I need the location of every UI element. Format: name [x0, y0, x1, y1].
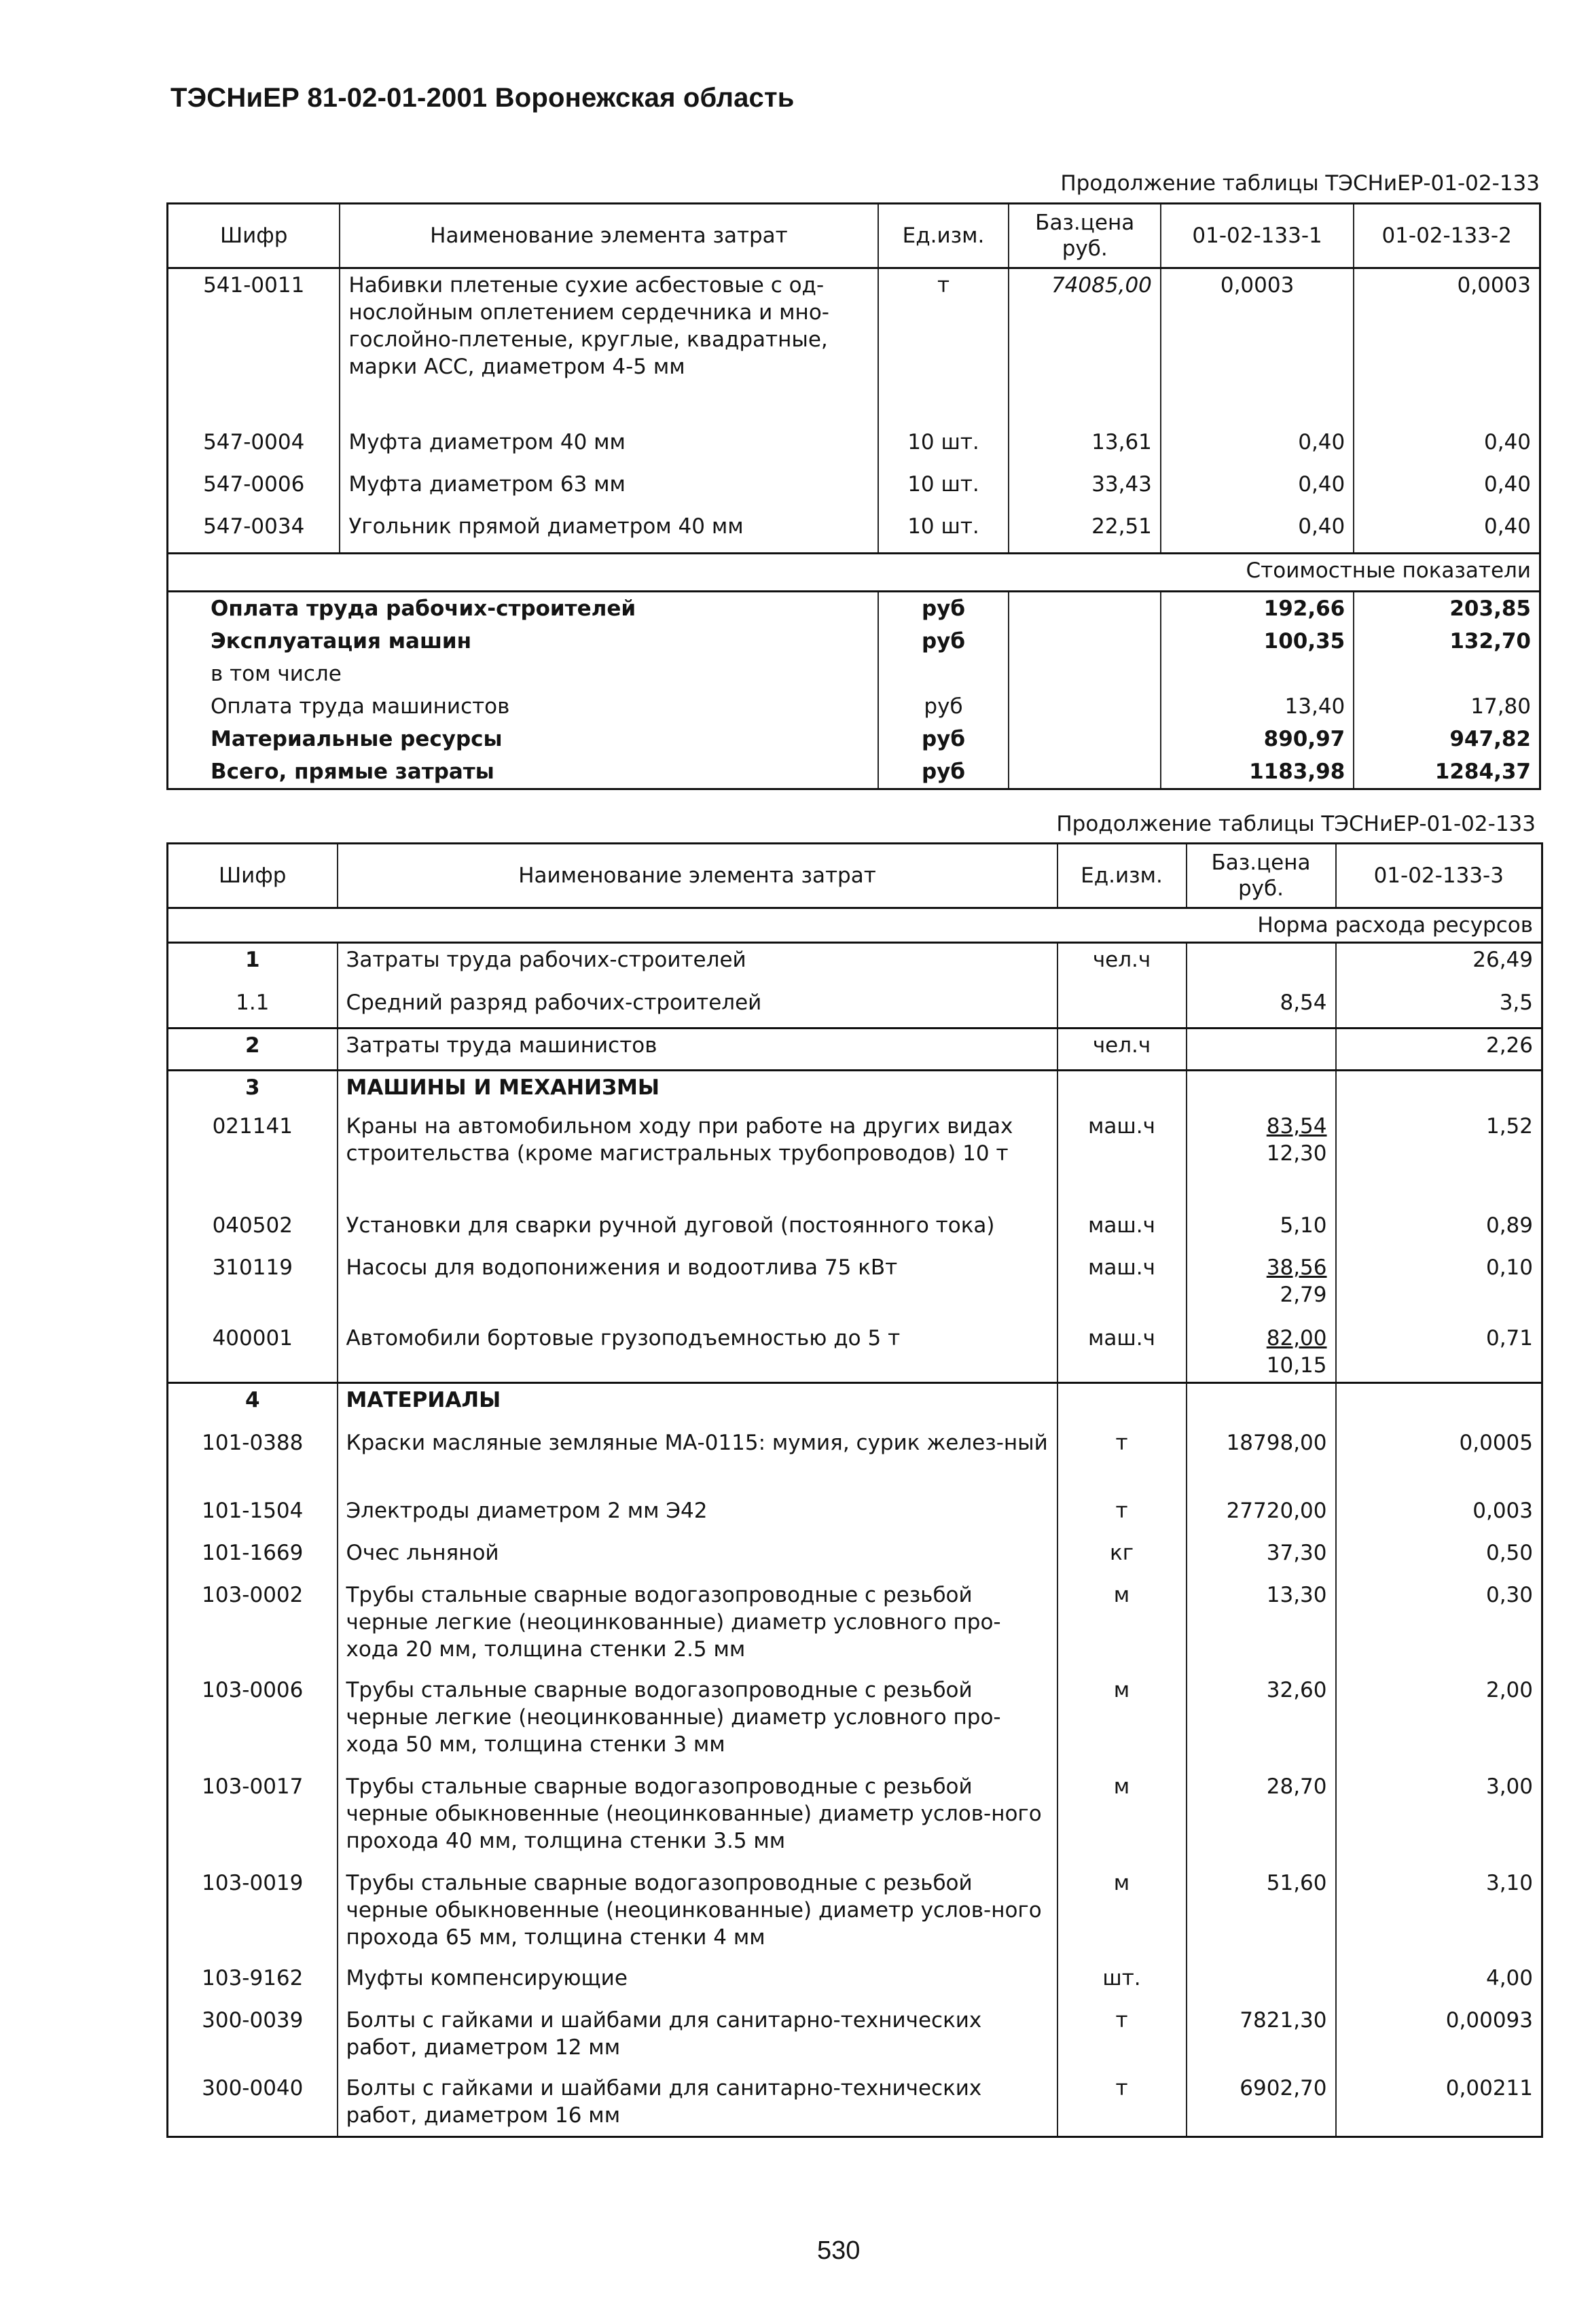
row-unit: шт.	[1057, 1962, 1187, 2004]
row-value-2: 0,40	[1354, 426, 1540, 468]
row-price	[1187, 1251, 1336, 1322]
row-price	[1187, 1867, 1336, 1962]
row-value-1: 0,40	[1161, 468, 1354, 510]
row-name: Муфта диаметром 40 мм	[340, 426, 878, 468]
row-value-1: 0,40	[1161, 510, 1354, 554]
row-price-main: 28,70	[1266, 1774, 1327, 1799]
row-price	[1187, 986, 1336, 1029]
table-row	[168, 2004, 1542, 2072]
row-code: 541-0011	[168, 268, 340, 426]
row-price-main: 51,60	[1266, 1870, 1327, 1895]
summary-value-1: 192,66	[1161, 592, 1354, 626]
summary-value-2: 132,70	[1354, 625, 1540, 658]
table1-header-code: Шифр	[168, 204, 340, 268]
row-code: 547-0034	[168, 510, 340, 554]
table-row	[168, 510, 1540, 554]
summary-name: Оплата труда машинистов	[168, 690, 878, 723]
row-price: 74085,00	[1009, 268, 1160, 426]
table-row	[168, 1674, 1542, 1770]
table-row	[168, 943, 1542, 986]
row-code: 101-0388	[168, 1427, 338, 1495]
summary-unit: руб	[878, 625, 1009, 658]
row-unit: 10 шт.	[878, 468, 1009, 510]
row-price	[1187, 1110, 1336, 1209]
table-row	[168, 1251, 1542, 1322]
table-row	[168, 1071, 1542, 1110]
table-row	[168, 1383, 1542, 1427]
row-value: 4,00	[1336, 1962, 1542, 2004]
table-row	[168, 1322, 1542, 1383]
table1-header-name: Наименование элемента затрат	[340, 204, 878, 268]
table-row	[168, 1209, 1542, 1251]
row-name: Болты с гайками и шайбами для санитарно-технических работ, диаметром 16 мм	[338, 2072, 1057, 2137]
row-unit: т	[1057, 1495, 1187, 1537]
summary-name: Эксплуатация машин	[168, 625, 878, 658]
table1-header-price: Баз.цена руб.	[1009, 204, 1160, 268]
table-row	[168, 1537, 1542, 1579]
row-name: Насосы для водопонижения и водоотлива 75 кВт	[338, 1251, 1057, 1322]
row-name: Трубы стальные сварные водогазопроводные с резьбой черные обыкновенные (неоцинкованные) диаметр услов-ного прохода 40 мм, толщина стенки 3.5 мм	[338, 1770, 1057, 1867]
row-value: 0,00211	[1336, 2072, 1542, 2137]
row-unit: маш.ч	[1057, 1110, 1187, 1209]
row-name: Очес льняной	[338, 1537, 1057, 1579]
row-price	[1187, 1579, 1336, 1674]
table-row	[168, 2072, 1542, 2137]
table1-header-row	[168, 204, 1540, 268]
row-price-main: 83,54	[1266, 1113, 1327, 1139]
row-unit: 10 шт.	[878, 510, 1009, 554]
row-unit: маш.ч	[1057, 1251, 1187, 1322]
row-code: 310119	[168, 1251, 338, 1322]
row-value: 0,0005	[1336, 1427, 1542, 1495]
row-name: Трубы стальные сварные водогазопроводные с резьбой черные обыкновенные (неоцинкованные) диаметр услов-ного прохода 65 мм, толщина стенки 4 мм	[338, 1867, 1057, 1962]
table-row	[168, 1495, 1542, 1537]
table1-section-row	[168, 554, 1540, 592]
row-price-main: 13,30	[1266, 1582, 1327, 1607]
row-unit: т	[878, 268, 1009, 426]
row-name: Краски масляные земляные МА-0115: мумия, сурик желез-ный	[338, 1427, 1057, 1495]
row-value-2: 0,40	[1354, 510, 1540, 554]
row-price	[1187, 1537, 1336, 1579]
summary-name: Всего, прямые затраты	[168, 755, 878, 789]
table2-header-unit: Ед.изм.	[1057, 844, 1187, 908]
table-row	[168, 1962, 1542, 2004]
row-value	[1336, 1383, 1542, 1427]
row-value-1: 0,40	[1161, 426, 1354, 468]
row-price	[1187, 2072, 1336, 2137]
summary-value-1	[1161, 658, 1354, 690]
row-price-secondary: 10,15	[1266, 1353, 1327, 1378]
row-price-secondary: 2,79	[1280, 1282, 1327, 1307]
summary-price-empty	[1009, 625, 1160, 658]
row-price-main: 82,00	[1266, 1325, 1327, 1351]
table2-header-col3: 01-02-133-3	[1336, 844, 1542, 908]
summary-price-empty	[1009, 755, 1160, 789]
summary-row	[168, 658, 1540, 690]
row-value: 0,89	[1336, 1209, 1542, 1251]
table2-continuation-caption: Продолжение таблицы ТЭСНиЕР-01-02-133	[1056, 812, 1536, 836]
table2-section-label: Норма расхода ресурсов	[168, 908, 1542, 943]
summary-value-2: 203,85	[1354, 592, 1540, 626]
row-name: Затраты труда рабочих-строителей	[338, 943, 1057, 986]
row-code: 103-0002	[168, 1579, 338, 1674]
row-unit: т	[1057, 1427, 1187, 1495]
row-price	[1187, 1495, 1336, 1537]
summary-unit	[878, 658, 1009, 690]
row-name: Болты с гайками и шайбами для санитарно-технических работ, диаметром 12 мм	[338, 2004, 1057, 2072]
summary-row	[168, 690, 1540, 723]
row-name: Муфты компенсирующие	[338, 1962, 1057, 2004]
row-code: 4	[168, 1383, 338, 1427]
row-value: 0,003	[1336, 1495, 1542, 1537]
summary-name: Материальные ресурсы	[168, 723, 878, 755]
summary-value-2: 947,82	[1354, 723, 1540, 755]
row-price	[1187, 1322, 1336, 1383]
row-price-main: 18798,00	[1226, 1430, 1327, 1455]
row-code: 300-0040	[168, 2072, 338, 2137]
summary-value-1: 1183,98	[1161, 755, 1354, 789]
summary-price-empty	[1009, 723, 1160, 755]
row-price: 13,61	[1009, 426, 1160, 468]
row-price	[1187, 1770, 1336, 1867]
table2-header-row	[168, 844, 1542, 908]
row-value: 1,52	[1336, 1110, 1542, 1209]
row-price-main: 8,54	[1280, 990, 1327, 1015]
table2-section-row	[168, 908, 1542, 943]
row-price	[1187, 1427, 1336, 1495]
summary-row	[168, 592, 1540, 626]
table-row	[168, 1029, 1542, 1071]
summary-price-empty	[1009, 658, 1160, 690]
row-code: 101-1504	[168, 1495, 338, 1537]
table-row	[168, 426, 1540, 468]
row-name: МАТЕРИАЛЫ	[338, 1383, 1057, 1427]
row-price-main: 27720,00	[1226, 1498, 1327, 1523]
table-row	[168, 1427, 1542, 1495]
summary-value-2: 17,80	[1354, 690, 1540, 723]
row-price	[1187, 1029, 1336, 1071]
row-unit: м	[1057, 1579, 1187, 1674]
document-title: ТЭСНиЕР 81-02-01-2001 Воронежская область	[170, 83, 795, 113]
row-price	[1187, 1209, 1336, 1251]
summary-value-2: 1284,37	[1354, 755, 1540, 789]
row-unit: т	[1057, 2004, 1187, 2072]
summary-value-1: 890,97	[1161, 723, 1354, 755]
row-code: 021141	[168, 1110, 338, 1209]
summary-unit: руб	[878, 723, 1009, 755]
row-price: 22,51	[1009, 510, 1160, 554]
row-code: 103-0006	[168, 1674, 338, 1770]
summary-unit: руб	[878, 755, 1009, 789]
row-unit: чел.ч	[1057, 1029, 1187, 1071]
row-price	[1187, 1383, 1336, 1427]
summary-name: в том числе	[168, 658, 878, 690]
row-unit: м	[1057, 1867, 1187, 1962]
row-price-main: 5,10	[1280, 1213, 1327, 1238]
row-unit	[1057, 1383, 1187, 1427]
row-code: 300-0039	[168, 2004, 338, 2072]
row-unit: маш.ч	[1057, 1209, 1187, 1251]
row-price-main: 6902,70	[1240, 2075, 1327, 2100]
row-value: 0,10	[1336, 1251, 1542, 1322]
row-price-main: 32,60	[1266, 1677, 1327, 1702]
row-value: 26,49	[1336, 943, 1542, 986]
summary-row	[168, 625, 1540, 658]
row-price	[1187, 1071, 1336, 1110]
row-price	[1187, 1674, 1336, 1770]
table2-header-name: Наименование элемента затрат	[338, 844, 1057, 908]
row-unit: чел.ч	[1057, 943, 1187, 986]
row-price	[1187, 2004, 1336, 2072]
row-price: 33,43	[1009, 468, 1160, 510]
table1-header-col1: 01-02-133-1	[1161, 204, 1354, 268]
row-value	[1336, 1071, 1542, 1110]
row-value: 3,00	[1336, 1770, 1542, 1867]
row-unit: м	[1057, 1770, 1187, 1867]
row-value: 3,10	[1336, 1867, 1542, 1962]
row-name: МАШИНЫ И МЕХАНИЗМЫ	[338, 1071, 1057, 1110]
summary-price-empty	[1009, 690, 1160, 723]
row-code: 1	[168, 943, 338, 986]
table1	[166, 202, 1541, 790]
table2-header-price: Баз.цена руб.	[1187, 844, 1336, 908]
row-unit: т	[1057, 2072, 1187, 2137]
row-code: 547-0006	[168, 468, 340, 510]
row-value: 2,26	[1336, 1029, 1542, 1071]
summary-value-1: 100,35	[1161, 625, 1354, 658]
row-name: Установки для сварки ручной дуговой (постоянного тока)	[338, 1209, 1057, 1251]
row-code: 547-0004	[168, 426, 340, 468]
table2	[166, 842, 1543, 2138]
summary-value-2	[1354, 658, 1540, 690]
summary-price-empty	[1009, 592, 1160, 626]
row-price-main: 37,30	[1266, 1540, 1327, 1565]
row-value-1: 0,0003	[1161, 268, 1354, 426]
row-code: 103-9162	[168, 1962, 338, 2004]
row-name: Угольник прямой диаметром 40 мм	[340, 510, 878, 554]
table-row	[168, 1770, 1542, 1867]
row-name: Набивки плетеные сухие асбестовые с од-нослойным оплетением сердечника и мно-гослойно-плетеные, круглые, квадратные, марки АСС, диаметром 4-5 мм	[340, 268, 878, 426]
row-unit: 10 шт.	[878, 426, 1009, 468]
page-number: 530	[817, 2236, 861, 2265]
row-price-main: 38,56	[1266, 1255, 1327, 1280]
summary-name: Оплата труда рабочих-строителей	[168, 592, 878, 626]
row-value: 3,5	[1336, 986, 1542, 1029]
row-price	[1187, 1962, 1336, 2004]
table-row	[168, 1110, 1542, 1209]
table1-section-label: Стоимостные показатели	[168, 554, 1540, 592]
row-code: 3	[168, 1071, 338, 1110]
row-code: 400001	[168, 1322, 338, 1383]
row-price	[1187, 943, 1336, 986]
row-value: 2,00	[1336, 1674, 1542, 1770]
row-name: Трубы стальные сварные водогазопроводные с резьбой черные легкие (неоцинкованные) диаметр условного про-хода 20 мм, толщина стенки 2.5 мм	[338, 1579, 1057, 1674]
row-name: Автомобили бортовые грузоподъемностью до 5 т	[338, 1322, 1057, 1383]
row-code: 2	[168, 1029, 338, 1071]
row-unit: кг	[1057, 1537, 1187, 1579]
table-row	[168, 1579, 1542, 1674]
row-code: 040502	[168, 1209, 338, 1251]
row-price-main: 7821,30	[1240, 2007, 1327, 2033]
row-code: 103-0017	[168, 1770, 338, 1867]
row-unit	[1057, 1071, 1187, 1110]
table-row	[168, 986, 1542, 1029]
row-code: 101-1669	[168, 1537, 338, 1579]
summary-unit: руб	[878, 592, 1009, 626]
table1-continuation-caption: Продолжение таблицы ТЭСНиЕР-01-02-133	[1060, 171, 1540, 196]
row-unit: маш.ч	[1057, 1322, 1187, 1383]
row-value: 0,00093	[1336, 2004, 1542, 2072]
table-row	[168, 468, 1540, 510]
row-value: 0,30	[1336, 1579, 1542, 1674]
row-price-secondary: 12,30	[1266, 1141, 1327, 1166]
row-unit	[1057, 986, 1187, 1029]
row-name: Электроды диаметром 2 мм Э42	[338, 1495, 1057, 1537]
table-row	[168, 1867, 1542, 1962]
row-code: 1.1	[168, 986, 338, 1029]
table1-header-unit: Ед.изм.	[878, 204, 1009, 268]
table-row	[168, 268, 1540, 426]
row-value: 0,71	[1336, 1322, 1542, 1383]
row-value: 0,50	[1336, 1537, 1542, 1579]
row-name: Краны на автомобильном ходу при работе на других видах строительства (кроме магистральных трубопроводов) 10 т	[338, 1110, 1057, 1209]
row-name: Трубы стальные сварные водогазопроводные с резьбой черные легкие (неоцинкованные) диаметр условного про-хода 50 мм, толщина стенки 3 мм	[338, 1674, 1057, 1770]
summary-row	[168, 723, 1540, 755]
summary-unit: руб	[878, 690, 1009, 723]
row-name: Муфта диаметром 63 мм	[340, 468, 878, 510]
row-code: 103-0019	[168, 1867, 338, 1962]
summary-row	[168, 755, 1540, 789]
summary-value-1: 13,40	[1161, 690, 1354, 723]
row-name: Средний разряд рабочих-строителей	[338, 986, 1057, 1029]
row-value-2: 0,40	[1354, 468, 1540, 510]
row-value-2: 0,0003	[1354, 268, 1540, 426]
row-name: Затраты труда машинистов	[338, 1029, 1057, 1071]
row-unit: м	[1057, 1674, 1187, 1770]
table1-header-col2: 01-02-133-2	[1354, 204, 1540, 268]
table2-header-code: Шифр	[168, 844, 338, 908]
